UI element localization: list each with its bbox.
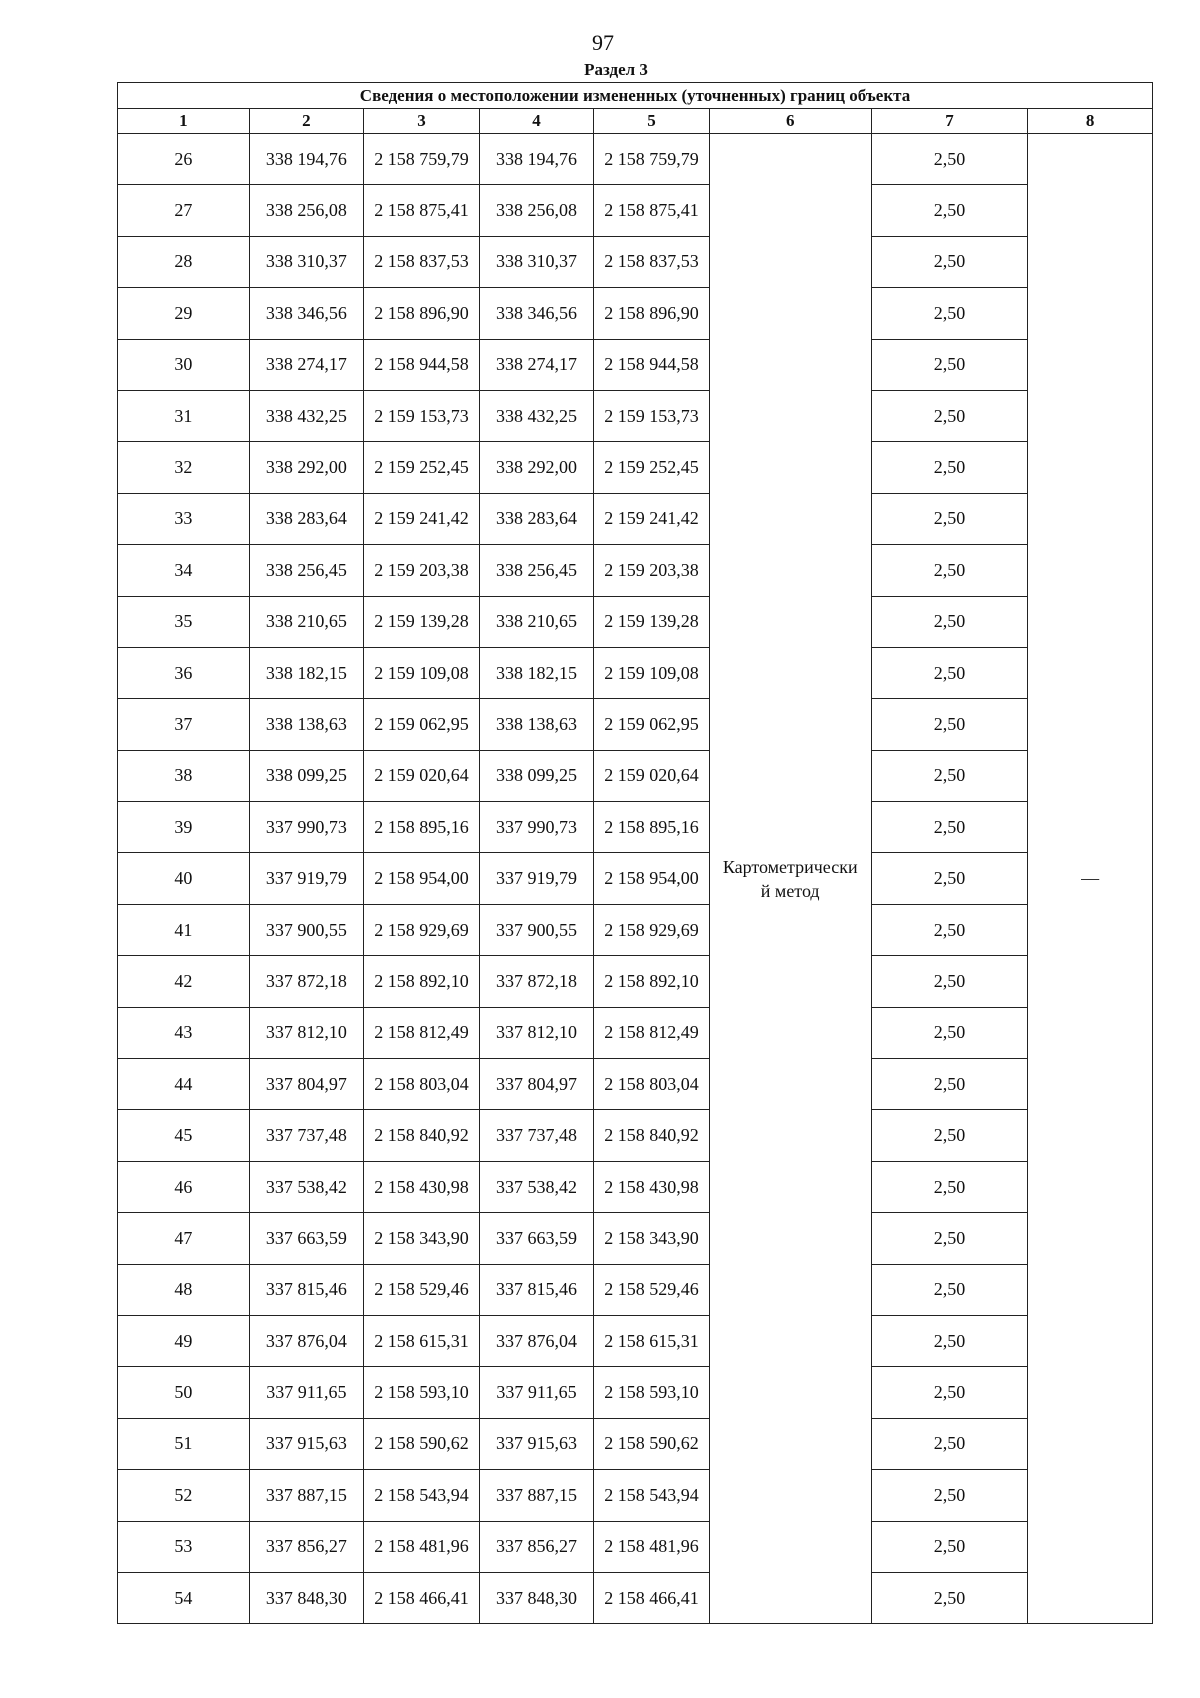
column-number: 4 [479, 109, 594, 134]
point-number-cell: 38 [118, 750, 250, 801]
point-number-cell: 39 [118, 802, 250, 853]
table-row [118, 1315, 1153, 1366]
accuracy-cell: 2,50 [871, 545, 1028, 596]
table-row [118, 1059, 1153, 1110]
y-coordinate-cell: 2 159 020,64 [364, 750, 480, 801]
point-number-cell: 28 [118, 236, 250, 287]
x-coordinate-cell: 337 804,97 [249, 1059, 364, 1110]
x-coordinate-cell: 337 848,30 [479, 1572, 594, 1623]
y-coordinate-cell: 2 158 892,10 [594, 956, 710, 1007]
accuracy-cell: 2,50 [871, 134, 1028, 185]
table-row [118, 1521, 1153, 1572]
y-coordinate-cell: 2 158 759,79 [594, 134, 710, 185]
table-row [118, 339, 1153, 390]
x-coordinate-cell: 337 856,27 [479, 1521, 594, 1572]
table-row [118, 1470, 1153, 1521]
point-number-cell: 54 [118, 1572, 250, 1623]
y-coordinate-cell: 2 158 466,41 [364, 1572, 480, 1623]
column-number: 7 [871, 109, 1028, 134]
accuracy-cell: 2,50 [871, 1418, 1028, 1469]
y-coordinate-cell: 2 158 892,10 [364, 956, 480, 1007]
point-number-cell: 45 [118, 1110, 250, 1161]
column-number: 3 [364, 109, 480, 134]
accuracy-cell: 2,50 [871, 1213, 1028, 1264]
x-coordinate-cell: 338 432,25 [479, 390, 594, 441]
point-number-cell: 50 [118, 1367, 250, 1418]
y-coordinate-cell: 2 159 153,73 [364, 390, 480, 441]
x-coordinate-cell: 338 256,08 [479, 185, 594, 236]
y-coordinate-cell: 2 158 929,69 [364, 904, 480, 955]
x-coordinate-cell: 338 099,25 [249, 750, 364, 801]
y-coordinate-cell: 2 159 139,28 [594, 596, 710, 647]
accuracy-cell: 2,50 [871, 1521, 1028, 1572]
y-coordinate-cell: 2 158 837,53 [364, 236, 480, 287]
x-coordinate-cell: 338 210,65 [479, 596, 594, 647]
y-coordinate-cell: 2 158 944,58 [364, 339, 480, 390]
accuracy-cell: 2,50 [871, 442, 1028, 493]
x-coordinate-cell: 338 274,17 [479, 339, 594, 390]
table-row [118, 493, 1153, 544]
y-coordinate-cell: 2 158 343,90 [594, 1213, 710, 1264]
table-row [118, 442, 1153, 493]
table-row [118, 1367, 1153, 1418]
x-coordinate-cell: 337 915,63 [249, 1418, 364, 1469]
column-number: 8 [1028, 109, 1153, 134]
y-coordinate-cell: 2 158 896,90 [364, 288, 480, 339]
y-coordinate-cell: 2 158 944,58 [594, 339, 710, 390]
x-coordinate-cell: 338 283,64 [479, 493, 594, 544]
point-number-cell: 43 [118, 1007, 250, 1058]
column-number: 2 [249, 109, 364, 134]
x-coordinate-cell: 338 182,15 [479, 647, 594, 698]
table-row [118, 1418, 1153, 1469]
y-coordinate-cell: 2 158 590,62 [594, 1418, 710, 1469]
y-coordinate-cell: 2 158 896,90 [594, 288, 710, 339]
table-row [118, 1572, 1153, 1623]
accuracy-cell: 2,50 [871, 904, 1028, 955]
x-coordinate-cell: 337 887,15 [249, 1470, 364, 1521]
accuracy-cell: 2,50 [871, 1315, 1028, 1366]
point-number-cell: 30 [118, 339, 250, 390]
point-number-cell: 42 [118, 956, 250, 1007]
x-coordinate-cell: 337 812,10 [249, 1007, 364, 1058]
y-coordinate-cell: 2 158 529,46 [364, 1264, 480, 1315]
column-number: 6 [709, 109, 871, 134]
x-coordinate-cell: 337 919,79 [479, 853, 594, 904]
y-coordinate-cell: 2 159 139,28 [364, 596, 480, 647]
accuracy-cell: 2,50 [871, 802, 1028, 853]
column-number-row [118, 109, 1153, 134]
accuracy-cell: 2,50 [871, 1264, 1028, 1315]
table-row [118, 1007, 1153, 1058]
x-coordinate-cell: 337 663,59 [479, 1213, 594, 1264]
y-coordinate-cell: 2 158 812,49 [594, 1007, 710, 1058]
method-text-line: й метод [760, 880, 820, 901]
accuracy-cell: 2,50 [871, 853, 1028, 904]
table-row [118, 545, 1153, 596]
x-coordinate-cell: 337 812,10 [479, 1007, 594, 1058]
column-8-cell: — [1028, 134, 1153, 1624]
point-number-cell: 52 [118, 1470, 250, 1521]
x-coordinate-cell: 338 274,17 [249, 339, 364, 390]
x-coordinate-cell: 337 872,18 [479, 956, 594, 1007]
x-coordinate-cell: 338 310,37 [249, 236, 364, 287]
accuracy-cell: 2,50 [871, 647, 1028, 698]
accuracy-cell: 2,50 [871, 699, 1028, 750]
table-row [118, 134, 1153, 185]
point-number-cell: 36 [118, 647, 250, 698]
table-row [118, 236, 1153, 287]
y-coordinate-cell: 2 158 590,62 [364, 1418, 480, 1469]
x-coordinate-cell: 338 256,45 [479, 545, 594, 596]
x-coordinate-cell: 337 900,55 [249, 904, 364, 955]
x-coordinate-cell: 337 737,48 [479, 1110, 594, 1161]
accuracy-cell: 2,50 [871, 390, 1028, 441]
y-coordinate-cell: 2 158 929,69 [594, 904, 710, 955]
x-coordinate-cell: 338 346,56 [479, 288, 594, 339]
x-coordinate-cell: 337 872,18 [249, 956, 364, 1007]
point-number-cell: 47 [118, 1213, 250, 1264]
column-number: 1 [118, 109, 250, 134]
y-coordinate-cell: 2 159 252,45 [594, 442, 710, 493]
x-coordinate-cell: 338 138,63 [479, 699, 594, 750]
x-coordinate-cell: 338 256,45 [249, 545, 364, 596]
y-coordinate-cell: 2 158 343,90 [364, 1213, 480, 1264]
y-coordinate-cell: 2 158 481,96 [364, 1521, 480, 1572]
y-coordinate-cell: 2 158 812,49 [364, 1007, 480, 1058]
y-coordinate-cell: 2 159 203,38 [364, 545, 480, 596]
y-coordinate-cell: 2 159 241,42 [364, 493, 480, 544]
y-coordinate-cell: 2 159 153,73 [594, 390, 710, 441]
x-coordinate-cell: 338 292,00 [479, 442, 594, 493]
accuracy-cell: 2,50 [871, 1161, 1028, 1212]
table-row [118, 699, 1153, 750]
x-coordinate-cell: 338 283,64 [249, 493, 364, 544]
x-coordinate-cell: 337 737,48 [249, 1110, 364, 1161]
x-coordinate-cell: 337 804,97 [479, 1059, 594, 1110]
x-coordinate-cell: 337 815,46 [249, 1264, 364, 1315]
y-coordinate-cell: 2 158 430,98 [364, 1161, 480, 1212]
table-row [118, 1264, 1153, 1315]
point-number-cell: 33 [118, 493, 250, 544]
x-coordinate-cell: 337 856,27 [249, 1521, 364, 1572]
table-caption: Сведения о местоположении измененных (уточненных) границ объекта [118, 83, 1153, 109]
accuracy-cell: 2,50 [871, 1470, 1028, 1521]
point-number-cell: 40 [118, 853, 250, 904]
y-coordinate-cell: 2 158 466,41 [594, 1572, 710, 1623]
x-coordinate-cell: 337 815,46 [479, 1264, 594, 1315]
point-number-cell: 29 [118, 288, 250, 339]
x-coordinate-cell: 337 911,65 [249, 1367, 364, 1418]
y-coordinate-cell: 2 159 062,95 [364, 699, 480, 750]
accuracy-cell: 2,50 [871, 956, 1028, 1007]
accuracy-cell: 2,50 [871, 236, 1028, 287]
accuracy-cell: 2,50 [871, 596, 1028, 647]
y-coordinate-cell: 2 159 252,45 [364, 442, 480, 493]
table-title-row [118, 83, 1153, 109]
accuracy-cell: 2,50 [871, 1007, 1028, 1058]
x-coordinate-cell: 337 900,55 [479, 904, 594, 955]
accuracy-cell: 2,50 [871, 750, 1028, 801]
point-number-cell: 34 [118, 545, 250, 596]
x-coordinate-cell: 337 538,42 [249, 1161, 364, 1212]
y-coordinate-cell: 2 158 543,94 [364, 1470, 480, 1521]
y-coordinate-cell: 2 158 615,31 [364, 1315, 480, 1366]
y-coordinate-cell: 2 159 241,42 [594, 493, 710, 544]
x-coordinate-cell: 338 292,00 [249, 442, 364, 493]
point-number-cell: 26 [118, 134, 250, 185]
table-row [118, 802, 1153, 853]
y-coordinate-cell: 2 158 803,04 [594, 1059, 710, 1110]
x-coordinate-cell: 337 915,63 [479, 1418, 594, 1469]
y-coordinate-cell: 2 158 593,10 [364, 1367, 480, 1418]
y-coordinate-cell: 2 158 954,00 [364, 853, 480, 904]
x-coordinate-cell: 338 256,08 [249, 185, 364, 236]
table-row [118, 390, 1153, 441]
x-coordinate-cell: 337 911,65 [479, 1367, 594, 1418]
y-coordinate-cell: 2 158 803,04 [364, 1059, 480, 1110]
table-row [118, 185, 1153, 236]
point-number-cell: 31 [118, 390, 250, 441]
y-coordinate-cell: 2 159 109,08 [364, 647, 480, 698]
x-coordinate-cell: 337 990,73 [479, 802, 594, 853]
y-coordinate-cell: 2 158 759,79 [364, 134, 480, 185]
point-number-cell: 46 [118, 1161, 250, 1212]
y-coordinate-cell: 2 158 875,41 [364, 185, 480, 236]
column-number: 5 [594, 109, 710, 134]
x-coordinate-cell: 338 210,65 [249, 596, 364, 647]
accuracy-cell: 2,50 [871, 339, 1028, 390]
table-row [118, 596, 1153, 647]
x-coordinate-cell: 338 138,63 [249, 699, 364, 750]
y-coordinate-cell: 2 158 954,00 [594, 853, 710, 904]
y-coordinate-cell: 2 158 840,92 [364, 1110, 480, 1161]
point-number-cell: 44 [118, 1059, 250, 1110]
y-coordinate-cell: 2 158 615,31 [594, 1315, 710, 1366]
coordinates-table [117, 82, 1153, 1624]
y-coordinate-cell: 2 159 062,95 [594, 699, 710, 750]
accuracy-cell: 2,50 [871, 185, 1028, 236]
x-coordinate-cell: 337 876,04 [249, 1315, 364, 1366]
y-coordinate-cell: 2 159 109,08 [594, 647, 710, 698]
accuracy-cell: 2,50 [871, 1110, 1028, 1161]
y-coordinate-cell: 2 158 837,53 [594, 236, 710, 287]
x-coordinate-cell: 338 194,76 [249, 134, 364, 185]
point-number-cell: 27 [118, 185, 250, 236]
x-coordinate-cell: 337 848,30 [249, 1572, 364, 1623]
method-cell [709, 134, 871, 1624]
accuracy-cell: 2,50 [871, 1572, 1028, 1623]
point-number-cell: 35 [118, 596, 250, 647]
x-coordinate-cell: 337 990,73 [249, 802, 364, 853]
y-coordinate-cell: 2 159 020,64 [594, 750, 710, 801]
method-text-line: Картометрически [722, 856, 858, 877]
point-number-cell: 53 [118, 1521, 250, 1572]
y-coordinate-cell: 2 158 840,92 [594, 1110, 710, 1161]
x-coordinate-cell: 338 346,56 [249, 288, 364, 339]
y-coordinate-cell: 2 158 895,16 [594, 802, 710, 853]
point-number-cell: 41 [118, 904, 250, 955]
x-coordinate-cell: 338 099,25 [479, 750, 594, 801]
point-number-cell: 32 [118, 442, 250, 493]
table-row [118, 1161, 1153, 1212]
accuracy-cell: 2,50 [871, 288, 1028, 339]
section-title: Раздел 3 [584, 60, 648, 79]
point-number-cell: 48 [118, 1264, 250, 1315]
page-number: 97 [592, 30, 614, 55]
x-coordinate-cell: 338 194,76 [479, 134, 594, 185]
table-row [118, 1213, 1153, 1264]
table-row [118, 288, 1153, 339]
y-coordinate-cell: 2 158 895,16 [364, 802, 480, 853]
table-row [118, 647, 1153, 698]
x-coordinate-cell: 338 310,37 [479, 236, 594, 287]
table-row [118, 750, 1153, 801]
point-number-cell: 51 [118, 1418, 250, 1469]
y-coordinate-cell: 2 158 430,98 [594, 1161, 710, 1212]
x-coordinate-cell: 337 663,59 [249, 1213, 364, 1264]
accuracy-cell: 2,50 [871, 1367, 1028, 1418]
accuracy-cell: 2,50 [871, 493, 1028, 544]
x-coordinate-cell: 337 538,42 [479, 1161, 594, 1212]
x-coordinate-cell: 337 919,79 [249, 853, 364, 904]
table-body [118, 134, 1153, 1624]
x-coordinate-cell: 337 876,04 [479, 1315, 594, 1366]
y-coordinate-cell: 2 159 203,38 [594, 545, 710, 596]
y-coordinate-cell: 2 158 593,10 [594, 1367, 710, 1418]
x-coordinate-cell: 338 432,25 [249, 390, 364, 441]
x-coordinate-cell: 338 182,15 [249, 647, 364, 698]
table-row [118, 853, 1153, 904]
point-number-cell: 49 [118, 1315, 250, 1366]
y-coordinate-cell: 2 158 529,46 [594, 1264, 710, 1315]
y-coordinate-cell: 2 158 875,41 [594, 185, 710, 236]
y-coordinate-cell: 2 158 481,96 [594, 1521, 710, 1572]
point-number-cell: 37 [118, 699, 250, 750]
y-coordinate-cell: 2 158 543,94 [594, 1470, 710, 1521]
accuracy-cell: 2,50 [871, 1059, 1028, 1110]
table-row [118, 956, 1153, 1007]
table-row [118, 904, 1153, 955]
table-row [118, 1110, 1153, 1161]
x-coordinate-cell: 337 887,15 [479, 1470, 594, 1521]
